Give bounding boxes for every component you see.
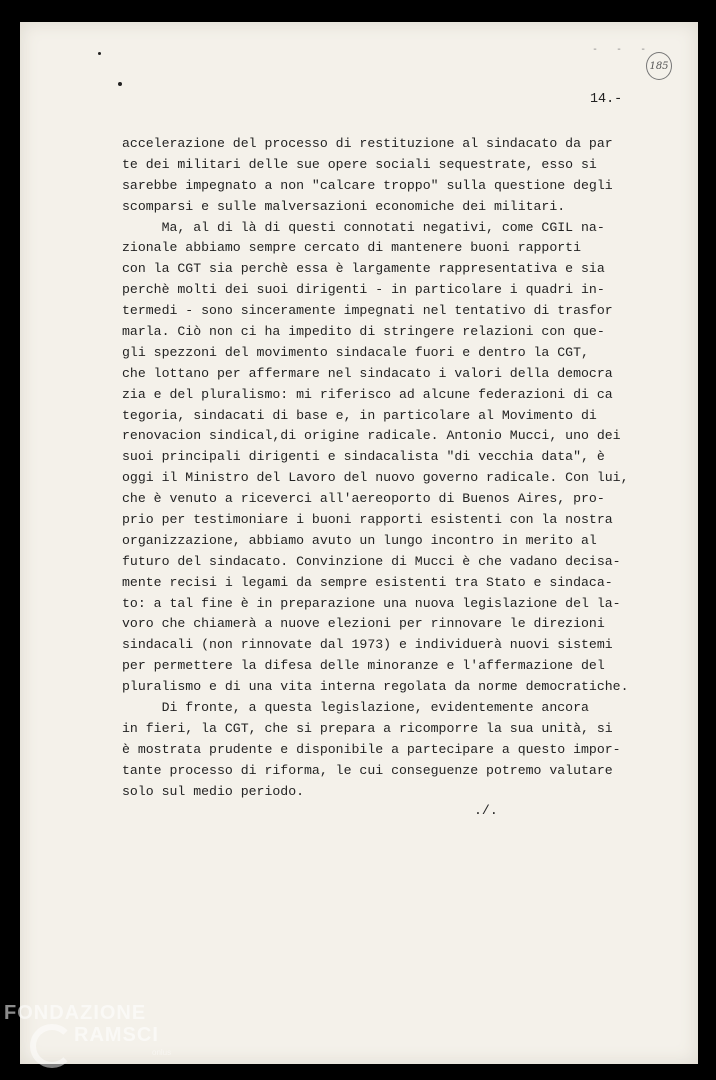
watermark-line2: RAMSCI <box>74 1024 159 1046</box>
body-line: mente recisi i legami da sempre esistenti tra Stato e sindaca- <box>122 574 613 590</box>
body-line: marla. Ciò non ci ha impedito di stringere relazioni con que- <box>122 324 605 340</box>
body-line: perchè molti dei suoi dirigenti - in particolare i quadri in- <box>122 282 605 298</box>
punch-mark <box>98 52 101 55</box>
watermark-logo-g-icon <box>30 1024 74 1068</box>
body-line: voro che chiamerà a nuove elezioni per rinnovare le direzioni <box>122 616 605 632</box>
body-line: renovacion sindical,di origine radicale. Antonio Mucci, uno dei <box>122 428 621 444</box>
body-line: per permettere la difesa delle minoranze e l'affermazione del <box>122 658 605 674</box>
body-line: solo sul medio periodo. <box>122 783 305 799</box>
fondazione-gramsci-watermark <box>4 1000 204 1076</box>
body-line: suoi principali dirigenti e sindacalista "di vecchia data", è <box>122 449 605 465</box>
body-line: con la CGT sia perchè essa è largamente rappresentativa e sia <box>122 261 605 277</box>
typed-letter-body <box>122 134 642 803</box>
body-line: che lottano per affermare nel sindacato i valori della democra <box>122 365 613 381</box>
handwritten-page-annotation: 185 <box>646 52 672 80</box>
body-line: gli spezzoni del movimento sindacale fuori e dentro la CGT, <box>122 344 589 360</box>
continuation-mark: ./. <box>474 803 498 818</box>
punch-mark <box>118 82 122 86</box>
body-line: prio per testimoniare i buoni rapporti esistenti con la nostra <box>122 512 613 528</box>
body-line: to: a tal fine è in preparazione una nuova legislazione del la- <box>122 595 621 611</box>
page-number: 14.- <box>590 92 623 107</box>
body-line: sarebbe impegnato a non "calcare troppo" sulla questione degli <box>122 177 613 193</box>
body-line: Ma, al di là di questi connotati negativi, come CGIL na- <box>122 219 605 235</box>
body-line: pluralismo e di una vita interna regolata da norme democratiche. <box>122 679 629 695</box>
body-line: tante processo di riforma, le cui conseguenze potremo valutare <box>122 762 613 778</box>
body-line: è mostrata prudente e disponibile a partecipare a questo impor- <box>122 741 621 757</box>
watermark-line1: FONDAZIONE <box>4 1002 147 1024</box>
body-line: scomparsi e sulle malversazioni economiche dei militari. <box>122 198 566 214</box>
body-line: termedi - sono sinceramente impegnati nel tentativo di trasfor <box>122 303 613 319</box>
body-line: Di fronte, a questa legislazione, evidentemente ancora <box>122 700 589 716</box>
body-line: futuro del sindacato. Convinzione di Mucci è che vadano decisa- <box>122 553 621 569</box>
body-line: oggi il Ministro del Lavoro del nuovo governo radicale. Con lui, <box>122 470 629 486</box>
watermark-onlus: onlus <box>152 1048 172 1057</box>
body-line: accelerazione del processo di restituzione al sindacato da par <box>122 136 613 151</box>
body-line: sindacali (non rinnovate dal 1973) e individuerà nuovi sistemi <box>122 637 613 653</box>
body-line: tegoria, sindacati di base e, in particolare al Movimento di <box>122 407 597 423</box>
body-line: in fieri, la CGT, che si prepara a ricomporre la sua unità, si <box>122 720 613 736</box>
body-line: che è venuto a riceverci all'aereoporto di Buenos Aires, pro- <box>122 491 605 507</box>
body-line: zia e del pluralismo: mi riferisco ad alcune federazioni di ca <box>122 386 613 402</box>
corner-marks: - - - <box>592 44 653 55</box>
body-line: zionale abbiamo sempre cercato di mantenere buoni rapporti <box>122 240 581 256</box>
body-line: organizzazione, abbiamo avuto un lungo incontro in merito al <box>122 532 597 548</box>
body-line: te dei militari delle sue opere sociali sequestrate, esso si <box>122 156 597 172</box>
